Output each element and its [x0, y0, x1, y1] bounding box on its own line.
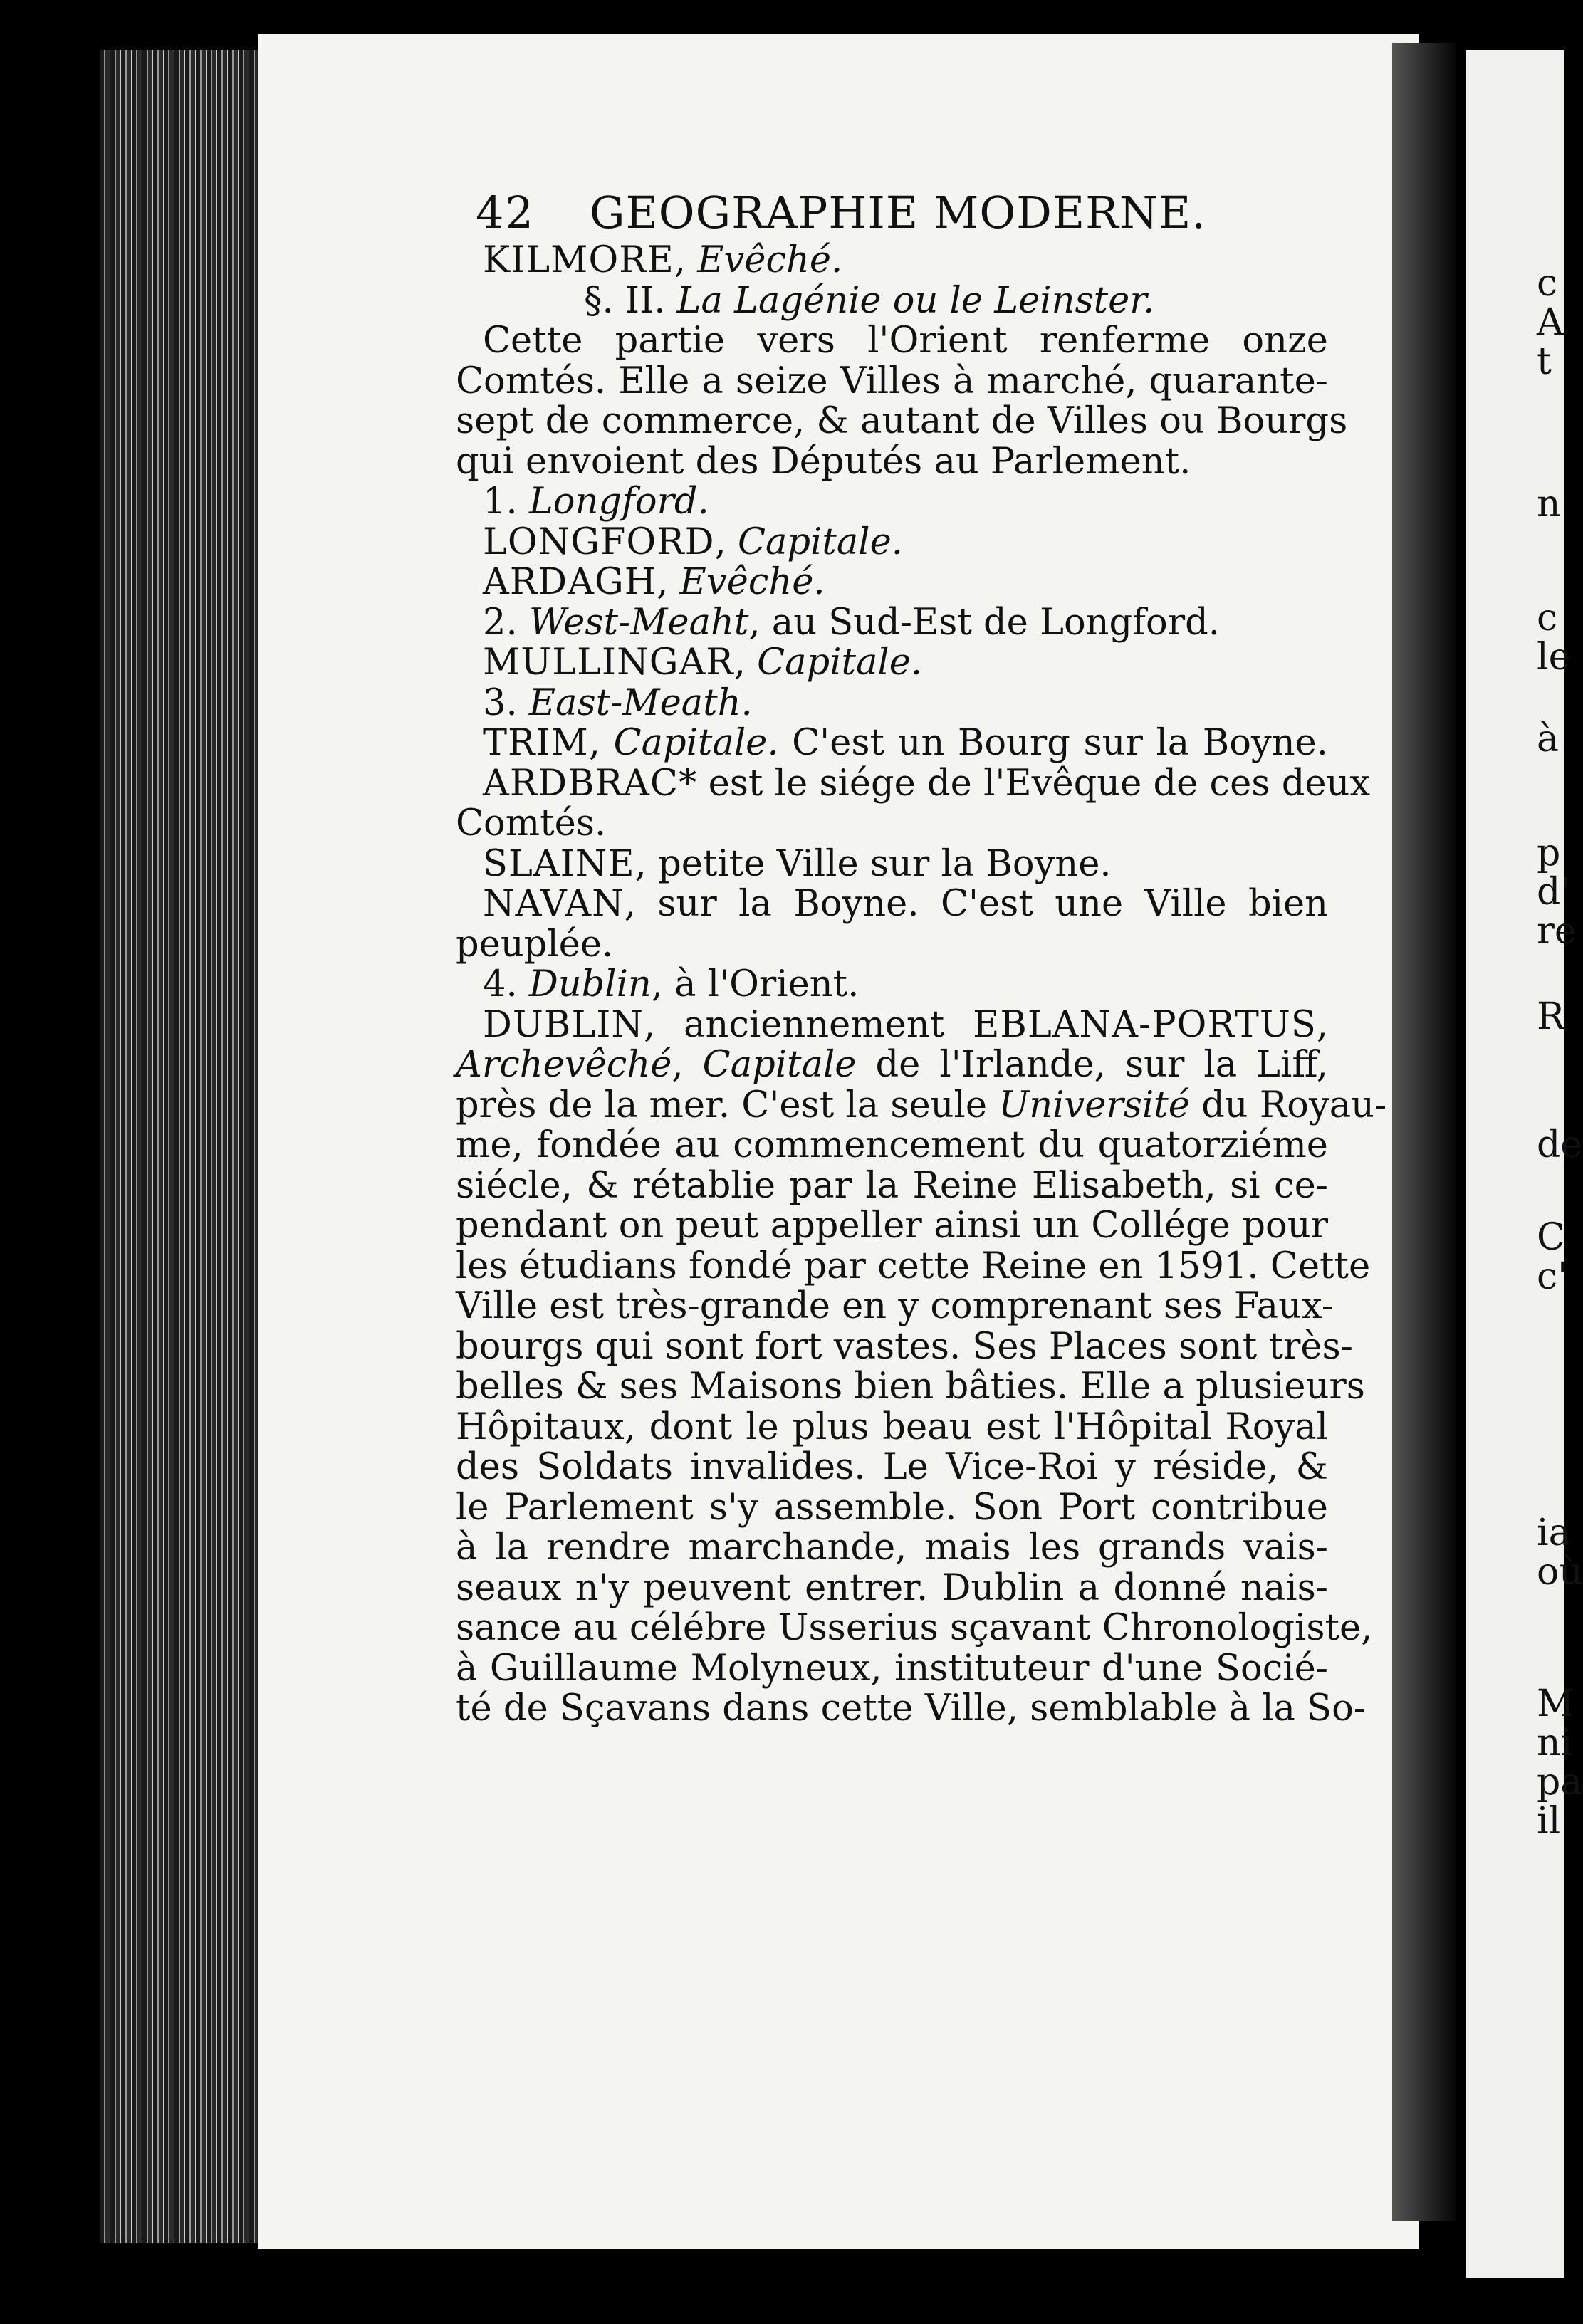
facing-page-fragment: c — [1537, 597, 1558, 639]
text-line — [456, 1687, 1367, 1729]
text-line — [456, 1448, 1328, 1488]
facing-page-fragment: ni — [1537, 1722, 1573, 1764]
text-line — [456, 241, 1328, 281]
line-text: sept de commerce, & autant de Villes ou Bourgs — [456, 400, 1348, 442]
line-text: , — [1316, 1003, 1328, 1046]
text-line — [456, 723, 1328, 764]
facing-page-fragment: re — [1537, 910, 1577, 953]
text-line — [456, 1325, 1353, 1368]
italic-text: West-Meaht — [528, 601, 749, 644]
small-caps-text: TRIM — [483, 722, 589, 764]
line-text: les étudians fondé par cette Reine en 1591. Cette — [456, 1245, 1371, 1287]
text-line — [456, 520, 1328, 563]
line-text: , — [714, 520, 738, 563]
text-line — [456, 482, 1328, 523]
line-text: , petite Ville sur la Boyne. — [634, 842, 1112, 885]
small-caps-text: LONGFORD — [483, 520, 715, 563]
line-text: des Soldats invalides. Le Vice-Roi y réside, & — [456, 1446, 1328, 1488]
italic-text: Evêché. — [697, 239, 843, 281]
line-text: seaux n'y peuvent entrer. Dublin a donné nais- — [456, 1566, 1328, 1609]
text-line — [456, 400, 1348, 442]
facing-page-fragment: M — [1537, 1682, 1575, 1725]
text-line — [456, 1166, 1328, 1207]
text-line — [456, 965, 1328, 1005]
small-caps-text: EBLANA-PORTUS — [973, 1003, 1317, 1046]
text-line — [456, 1285, 1334, 1327]
text-line — [456, 844, 1328, 885]
line-text: , — [588, 722, 614, 764]
line-text: à Guillaume Molyneux, instituteur d'une Socié- — [456, 1647, 1328, 1690]
line-text: sance au célébre Usserius sçavant Chronologiste, — [456, 1607, 1373, 1649]
facing-page-fragment: n — [1537, 483, 1561, 525]
italic-text: Capitale. — [613, 722, 779, 764]
line-text: , au Sud-Est de Longford. — [748, 601, 1220, 644]
line-text: de l'Irlande, sur la Liff, — [856, 1044, 1328, 1086]
text-line — [456, 1408, 1328, 1448]
text-line — [456, 804, 1328, 844]
line-text: à la rendre marchande, mais les grands vais- — [456, 1527, 1328, 1569]
text-line — [456, 603, 1328, 644]
text-line — [456, 1366, 1365, 1408]
text-line — [456, 1528, 1328, 1569]
italic-text: Capitale. — [757, 642, 923, 684]
page-number: 42 — [476, 187, 535, 239]
line-text: bourgs qui sont fort vastes. Ses Places sont très- — [456, 1325, 1353, 1368]
text-line — [456, 884, 1328, 925]
facing-page-fragment: où — [1537, 1551, 1583, 1593]
line-text: , sur la Boyne. C'est une Ville bien — [624, 883, 1328, 925]
italic-text: Capitale. — [737, 520, 903, 563]
facing-page-fragment: c — [1537, 262, 1558, 305]
small-caps-text: ARDAGH — [483, 561, 657, 603]
italic-text: Capitale — [702, 1044, 857, 1086]
book-page-edges — [100, 50, 263, 2243]
facing-page-fragment: t — [1537, 340, 1552, 383]
text-line — [456, 762, 1371, 805]
text-line — [456, 321, 1328, 362]
running-title: GEOGRAPHIE MODERNE. — [590, 187, 1207, 239]
facing-page-fragment: R — [1537, 995, 1565, 1038]
facing-page-fragment: de — [1537, 1124, 1583, 1166]
italic-text: Archevêché — [456, 1044, 672, 1086]
text-line — [456, 681, 1328, 724]
facing-page-fragment: A — [1537, 301, 1564, 344]
text-line — [456, 1245, 1371, 1287]
line-text: §. II. — [584, 279, 677, 322]
facing-page-fragment: ia — [1537, 1512, 1571, 1554]
text-line — [456, 1045, 1328, 1086]
text-line — [456, 562, 1328, 603]
facing-page-fragment: le — [1537, 636, 1571, 679]
italic-text: Université — [998, 1084, 1190, 1126]
small-caps-text: DUBLIN — [483, 1003, 644, 1046]
line-text: 4. — [483, 963, 529, 1005]
line-text: , — [674, 239, 698, 281]
small-caps-text: SLAINE — [483, 842, 635, 885]
line-text: peuplée. — [456, 923, 614, 965]
line-text: belles & ses Maisons bien bâties. Elle a plusieurs — [456, 1366, 1365, 1408]
facing-page-fragment: à — [1537, 718, 1560, 760]
text-line — [456, 281, 1328, 322]
facing-page-fragment: p — [1537, 832, 1561, 874]
italic-text: Evêché. — [679, 561, 825, 603]
line-text: Ville est très-grande en y comprenant ses Faux- — [456, 1285, 1334, 1327]
facing-page-fragment: d' — [1537, 871, 1571, 914]
line-text: le Parlement s'y assemble. Son Port contribue — [456, 1486, 1328, 1529]
line-text: pendant on peut appeller ainsi un Collége pour — [456, 1205, 1328, 1247]
facing-page-edge — [1466, 50, 1583, 2278]
line-text: du Royau- — [1189, 1084, 1387, 1126]
text-line — [456, 1206, 1328, 1247]
line-text: , — [657, 561, 680, 603]
text-line — [456, 1649, 1328, 1690]
line-text: 2. — [483, 601, 529, 644]
line-text: qui envoient des Députés au Parlement. — [456, 440, 1191, 483]
text-line — [456, 442, 1328, 483]
line-text: Cette partie vers l'Orient renferme onze — [483, 320, 1328, 362]
text-line — [456, 925, 1328, 965]
line-text: Comtés. Elle a seize Villes à marché, quarante- — [456, 360, 1328, 402]
line-text: me, fondée au commencement du quatorziéme — [456, 1124, 1328, 1166]
line-text: , — [733, 642, 758, 684]
line-text: 3. — [483, 681, 529, 724]
text-line — [456, 1126, 1328, 1166]
line-text: , anciennement — [644, 1003, 973, 1046]
line-text: Comtés. — [456, 802, 607, 844]
facing-page-fragment: C — [1537, 1216, 1565, 1259]
small-caps-text: ARDBRAC — [483, 762, 679, 805]
text-line — [456, 1488, 1328, 1529]
facing-page-fragment: c' — [1537, 1255, 1568, 1298]
gutter-shadow — [1392, 43, 1456, 2221]
line-text: té de Sçavans dans cette Ville, semblable à la So- — [456, 1687, 1367, 1729]
line-text: , — [672, 1044, 703, 1086]
small-caps-text: NAVAN — [483, 883, 625, 925]
text-line — [456, 1566, 1328, 1609]
text-line — [456, 1005, 1328, 1046]
page-body-text — [456, 239, 1387, 1729]
italic-text: Dublin — [528, 963, 652, 1005]
italic-text: La Lagénie ou le Leinster. — [676, 279, 1155, 322]
line-text: près de la mer. C'est la seule — [456, 1084, 999, 1126]
line-text: 1. — [483, 481, 529, 523]
line-text: Hôpitaux, dont le plus beau est l'Hôpital Royal — [456, 1406, 1328, 1448]
line-text: C'est un Bourg sur la Boyne. — [778, 722, 1328, 764]
small-caps-text: MULLINGAR — [483, 642, 734, 684]
italic-text: East-Meath. — [528, 681, 753, 724]
italic-text: Longford. — [528, 481, 709, 523]
line-text: , à l'Orient. — [651, 963, 860, 1005]
text-line — [456, 643, 1328, 684]
text-line — [456, 1084, 1387, 1126]
small-caps-text: KILMORE — [483, 239, 674, 281]
line-text: siécle, & rétablie par la Reine Elisabeth, si ce- — [456, 1164, 1328, 1207]
facing-page-fragment: pa — [1537, 1761, 1583, 1804]
text-line — [456, 1607, 1373, 1649]
facing-page-fragment: il — [1537, 1800, 1561, 1843]
text-line — [456, 362, 1328, 402]
line-text: * est le siége de l'Evêque de ces deux — [678, 762, 1371, 805]
